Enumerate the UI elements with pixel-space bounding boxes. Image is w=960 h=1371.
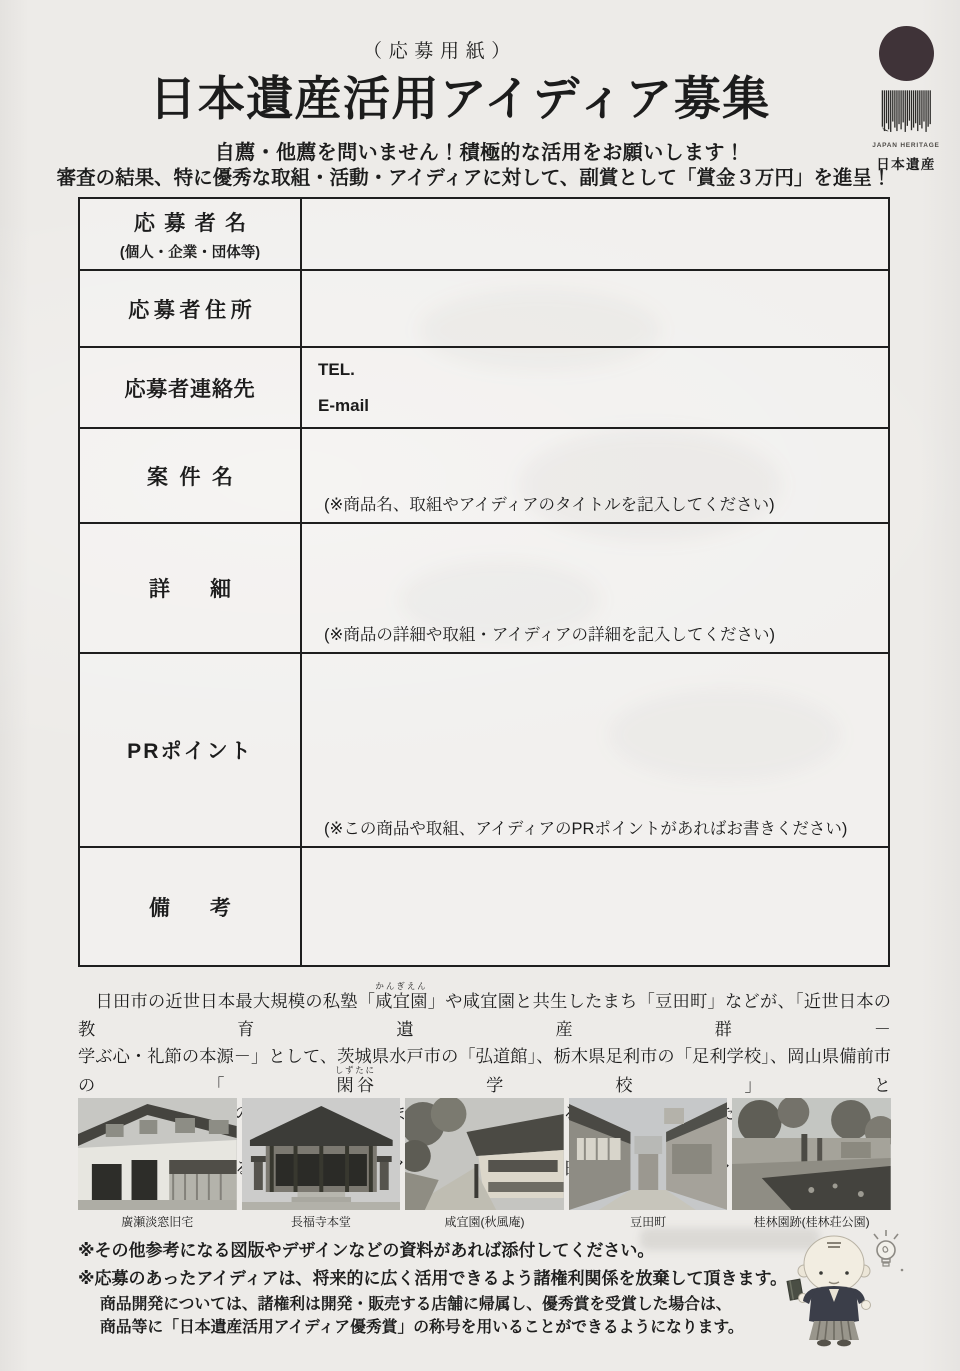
email-label: E-mail <box>318 396 370 415</box>
paragraph-line: 日田市の近世日本最大規模の私塾「咸宜園かんぎえん」や咸宜園と共生したまち「豆田町」などが、「近世日本の教育遺産群－ <box>78 981 891 1039</box>
photo-caption: 廣瀬淡窓旧宅 <box>121 1215 194 1229</box>
row-label <box>80 199 302 269</box>
row-label <box>80 348 302 427</box>
form-row-applicant-contact <box>80 346 888 427</box>
row-label <box>80 271 302 346</box>
row-label-text: 備考 <box>149 896 271 920</box>
photo-caption: 長福寺本堂 <box>290 1215 351 1229</box>
row-label <box>80 848 302 965</box>
photo-caption: 豆田町 <box>630 1215 667 1229</box>
footnote-line: 商品開発については、諸権利は開発・販売する店舗に帰属し、優秀賞を受賞した場合は、 <box>100 1296 732 1313</box>
form-row-details <box>80 522 888 652</box>
form-row-project-name <box>80 427 888 522</box>
form-row-remarks <box>80 846 888 965</box>
footnote-line: ※応募のあったアイディアは、将来的に広く活用できるよう諸権利関係を放棄して頂きます。 <box>78 1269 788 1288</box>
row-label <box>80 429 302 522</box>
photo-item <box>732 1098 891 1230</box>
logo-name-en: JAPAN HERITAGE <box>872 142 940 149</box>
row-label <box>80 524 302 652</box>
row-note: (※商品の詳細や取組・アイディアの詳細を記入してください) <box>324 626 776 644</box>
tel-label: TEL. <box>318 360 355 379</box>
form-row-applicant-name <box>80 199 888 269</box>
photo-image-keirinen-park <box>732 1098 891 1210</box>
row-label-text: 応募者名 <box>133 211 256 235</box>
row-label-text: PRポイント <box>127 740 253 763</box>
photo-item <box>242 1098 401 1230</box>
form-sheet-label: （応募用紙） <box>363 41 517 62</box>
mascot-body <box>787 1236 870 1346</box>
row-label-text: 応募者連絡先 <box>124 377 256 401</box>
form-row-pr-points <box>80 652 888 846</box>
photo-caption: 咸宜園(秋風庵) <box>444 1215 525 1229</box>
applicant-contact-field <box>302 348 888 427</box>
logo-name-jp: 日本遺産 <box>876 157 936 172</box>
row-sublabel: (個人・企業・団体等) <box>119 244 261 261</box>
photo-image-chofukuji-hondo <box>242 1098 401 1210</box>
photo-image-kangien-shufuan <box>405 1098 564 1210</box>
scholar-mascot-icon <box>782 1226 917 1351</box>
footnote-line: 商品等に「日本遺産活用アイディア優秀賞」の称号を用いることができるようになります。 <box>100 1319 744 1336</box>
photo-image-mameda-machi-street <box>569 1098 728 1210</box>
applicant-name-field <box>302 199 888 269</box>
photo-item <box>78 1098 237 1230</box>
photo-item <box>569 1098 728 1230</box>
row-note: (※この商品や取組、アイディアのPRポイントがあればお書きください) <box>324 820 848 838</box>
photo-item <box>405 1098 564 1230</box>
japan-heritage-logo <box>856 26 956 173</box>
logo-barcode-icon <box>880 87 932 137</box>
pr-points-field <box>302 654 888 846</box>
heritage-photos <box>78 1098 891 1230</box>
row-label-text: 応募者住所 <box>128 298 257 322</box>
project-name-field <box>302 429 888 522</box>
photo-caption: 桂林園跡(桂林荘公園) <box>753 1215 870 1229</box>
row-label-text: 詳細 <box>149 578 271 601</box>
remarks-field <box>302 848 888 965</box>
lightbulb-icon <box>874 1230 903 1271</box>
row-note: (※商品名、取組やアイディアのタイトルを記入してください) <box>324 496 775 514</box>
application-form-table <box>78 197 890 967</box>
form-row-applicant-address <box>80 269 888 346</box>
subtitle-line-2: 審査の結果、特に優秀な取組・活動・アイディアに対して、副賞として「賞金３万円」を進呈！ <box>56 167 892 189</box>
row-label-text: 案件名 <box>146 465 245 489</box>
footnote-line: ※その他参考になる図版やデザインなどの資料があれば添付してください。 <box>78 1241 655 1260</box>
subtitle-line-1: 自薦・他薦を問いません！積極的な活用をお願いします！ <box>214 142 746 164</box>
page-title: 日本遺産活用アイディア募集 <box>149 72 771 125</box>
details-field <box>302 524 888 652</box>
photo-image-hirose-tanso-residence <box>78 1098 237 1210</box>
footnotes <box>78 1237 793 1339</box>
row-label <box>80 654 302 846</box>
logo-sun-circle-icon <box>879 26 934 81</box>
paragraph-line: 学ぶ心・礼節の本源－」として、茨城県水戸市の「弘道館」、栃木県足利市の「足利学校」、岡山県備前市の「閑谷しずたに学校」と <box>78 1046 891 1095</box>
applicant-address-field <box>302 271 888 346</box>
